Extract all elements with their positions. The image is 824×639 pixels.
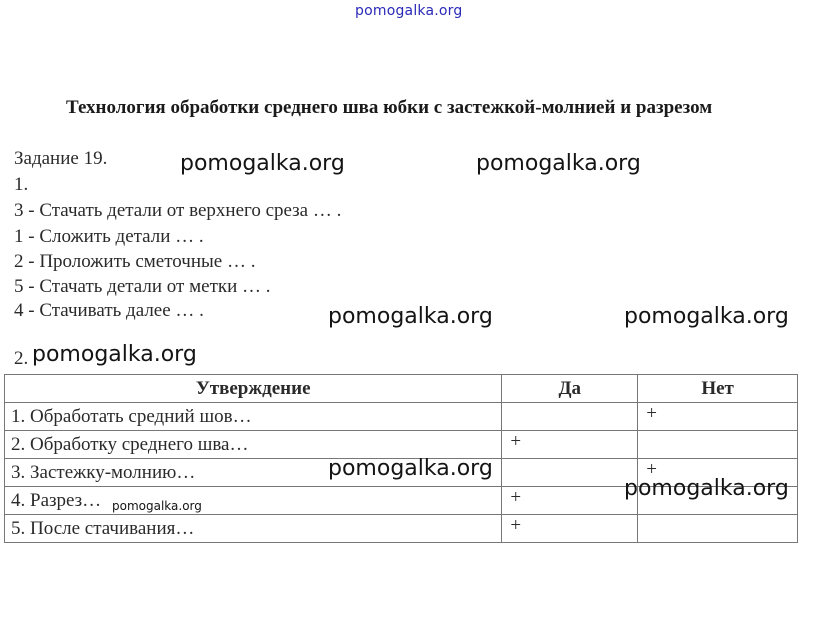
task-step: 4 - Стачивать далее … . <box>14 300 204 321</box>
task-label: Задание 19. <box>14 148 108 169</box>
watermark-text: pomogalka.org <box>624 304 789 329</box>
statement-cell: 5. После стачивания… <box>5 515 502 543</box>
task-step: 3 - Стачать детали от верхнего среза … . <box>14 200 342 221</box>
table-row <box>5 431 798 459</box>
site-header-link[interactable]: pomogalka.org <box>355 3 463 19</box>
column-header-yes: Да <box>502 375 638 403</box>
watermark-text: pomogalka.org <box>112 499 202 513</box>
yes-cell: + <box>502 487 638 515</box>
no-cell <box>638 515 798 543</box>
yes-cell: + <box>502 515 638 543</box>
no-cell: + <box>638 459 798 487</box>
column-header-no: Нет <box>638 375 798 403</box>
column-header-statement: Утверждение <box>5 375 502 403</box>
statement-cell: 4. Разрез… <box>5 487 502 515</box>
no-cell <box>638 431 798 459</box>
task-step: 5 - Стачать детали от метки … . <box>14 276 271 297</box>
watermark-text: pomogalka.org <box>328 456 493 481</box>
task-part2-number: 2. <box>14 348 29 369</box>
table-row <box>5 515 798 543</box>
table-row <box>5 403 798 431</box>
watermark-text: pomogalka.org <box>476 151 641 176</box>
task-part1-number: 1. <box>14 174 29 195</box>
watermark-text: pomogalka.org <box>624 476 789 501</box>
statement-cell: 1. Обработать средний шов… <box>5 403 502 431</box>
document-title: Технология обработки среднего шва юбки с застежкой-молнией и разрезом <box>66 97 713 118</box>
statement-cell: 2. Обработку среднего шва… <box>5 431 502 459</box>
task-step: 1 - Сложить детали … . <box>14 226 204 247</box>
table-header-row <box>5 375 798 403</box>
yes-cell: + <box>502 431 638 459</box>
no-cell: + <box>638 403 798 431</box>
task-step: 2 - Проложить сметочные … . <box>14 251 256 272</box>
yes-cell <box>502 403 638 431</box>
watermark-text: pomogalka.org <box>180 151 345 176</box>
yes-cell <box>502 459 638 487</box>
statement-cell: 3. Застежку-молнию… <box>5 459 502 487</box>
watermark-text: pomogalka.org <box>32 342 197 367</box>
watermark-text: pomogalka.org <box>328 304 493 329</box>
